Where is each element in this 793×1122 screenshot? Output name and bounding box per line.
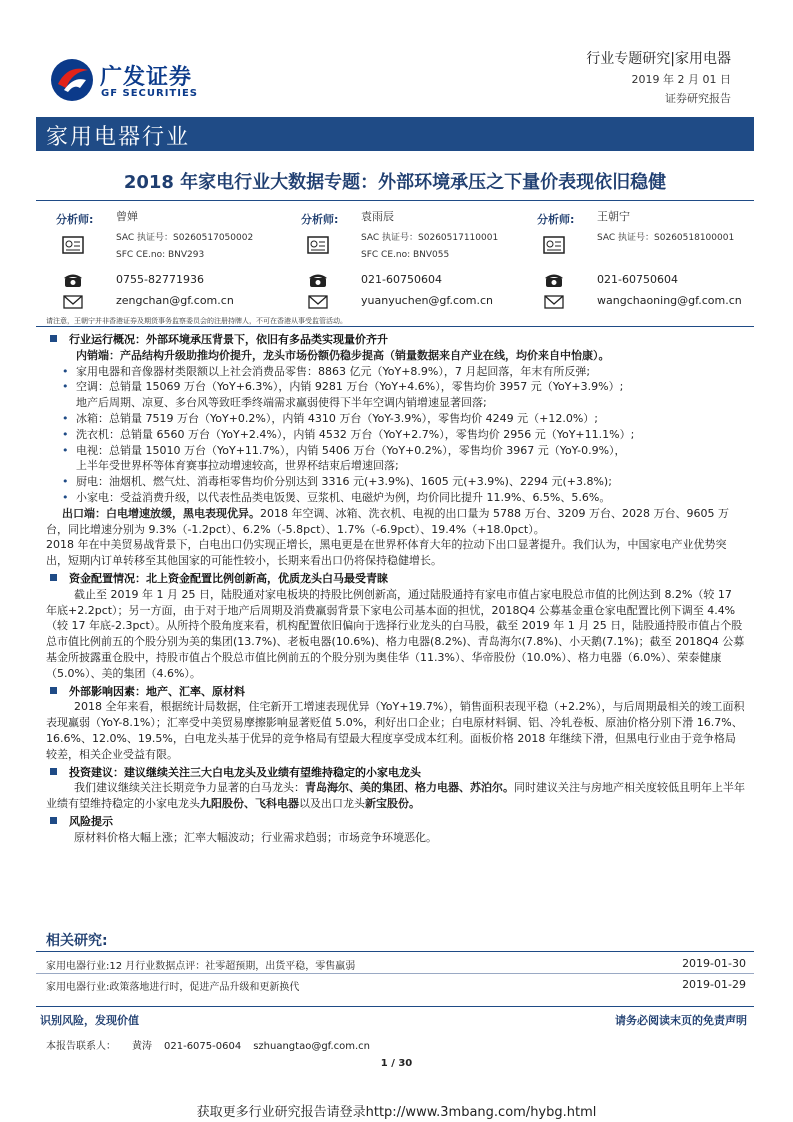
divider <box>36 200 754 201</box>
paragraph: 截止至 2019 年 1 月 25 日，陆股通对家电板块的持股比例创新高，通过陆股通持有家电市值占家电股总市值的比例达到 8.2%（较 17 年底+2.2pct）；另一方面，由于对于地产后周期及消费羸弱背景下家电公司基本面的担忧，2018Q4 公募基金重仓家电配置比例下调至 4.4%（较 17 年底-2.3pct）。从所持个股角度来看，机构配置依旧偏向于选择行业龙头的白马股，截至 2019 年 1 月 25 日，陆股通持股市值占个股总市值比例前五的个股分别为美的集团(13.7%)、老板电器(10.6%)、格力电器(8.2%)、青岛海尔(7.8%)、小天鹅(7.1%)；截至 2018Q4 公募基金所披露重仓股中，持股市值占个股总市值比例前五的个股分别为奥佳华（11.3%）、华帝股份（10.0%）、格力电器（6.0%）、荣泰健康（5.0%）、美的集团（4.6%）。 <box>46 587 745 680</box>
download-link[interactable]: 获取更多行业研究报告请登录http://www.3mbang.com/hybg.html <box>196 1105 597 1120</box>
logo-text: 广发证券 <box>100 65 193 90</box>
section-bullet-icon <box>50 574 57 581</box>
list-item: • 空调：总销量 15069 万台（YoY+6.3%），内销 9281 万台（YoY+4.6%），零售均价 3957 元（YoY+3.9%）; <box>62 380 624 394</box>
section-bullet-icon <box>50 335 57 342</box>
bullet-icon: • <box>62 380 69 394</box>
analyst-sfc: SFC CE.no: BNV055 <box>361 250 450 260</box>
analyst-sac: SAC 执证号：S0260517050002 <box>116 233 254 243</box>
related-item[interactable] <box>46 957 746 972</box>
analyst-phone: 021-60750604 <box>361 273 442 286</box>
contact-email[interactable]: szhuangtao@gf.com.cn <box>253 1041 371 1052</box>
analyst-email[interactable]: yuanyuchen@gf.com.cn <box>361 294 493 307</box>
section-bullet-icon <box>50 768 57 775</box>
footer-disclaimer: 请务必阅读末页的免责声明 <box>615 1014 747 1027</box>
paragraph: 2018 年在中美贸易战背景下，白电出口仍实现正增长，黑电更是在世界杯体育大年的拉动下出口显著提升。我们认为，中国家电产业优势突出，短期内订单转移至其他国家的可能性较小，长期来看出口仍将保持稳健增长。 <box>46 538 727 568</box>
logo-text-en: GF SECURITIES <box>101 88 199 99</box>
report-body <box>46 332 746 846</box>
mail-icon <box>543 293 565 311</box>
analyst-name: 袁雨辰 <box>361 210 394 223</box>
industry-title: 家用电器行业 <box>46 125 191 150</box>
bullet-icon: • <box>62 427 69 441</box>
phone-icon <box>543 271 565 289</box>
related-item-title[interactable]: 家用电器行业:政策落地进行时，促进产品升级和更新换代 <box>46 982 300 993</box>
bullet-icon: • <box>62 411 69 425</box>
phone-icon <box>62 271 84 289</box>
footer-slogan: 识别风险，发现价值 <box>40 1014 139 1027</box>
bullet-icon: • <box>62 364 69 378</box>
list-item: • 洗衣机：总销量 6560 万台（YoY+2.4%），内销 4532 万台（YoY+2.7%），零售均价 2956 元（YoY+11.1%）; <box>62 427 635 441</box>
list-item: • 家用电器和音像器材类限额以上社会消费品零售：8863 亿元（YoY+8.9%），7 月起回落，年末有所反弹; <box>62 364 591 378</box>
section-heading: 行业运行概况：外部环境承压背景下，依旧有多品类实现量价齐升 <box>46 332 746 348</box>
related-item[interactable] <box>46 978 746 993</box>
report-type: 行业专题研究|家用电器 <box>586 51 731 67</box>
bullet-icon: • <box>62 490 69 504</box>
mail-icon <box>307 293 329 311</box>
section-heading: 资金配置情况：北上资金配置比例创新高，优质龙头白马最受青睐 <box>46 571 746 587</box>
analyst-label: 分析师: <box>56 213 94 226</box>
paragraph: 出口端：白电增速放缓，黑电表现优异。2018 年空调、冰箱、洗衣机、电视的出口量为 5788 万台、3209 万台、2028 万台、9605 万台，同比增速分别为 9.3%（-1.2pct）、6.2%（-5.8pct）、1.7%（-6.9pct）、19.4%（+18.0pct）。 <box>46 506 729 536</box>
related-item-title[interactable]: 家用电器行业:12 月行业数据点评：社零超预期，出货平稳，零售羸弱 <box>46 961 356 972</box>
report-contact <box>46 1037 370 1052</box>
analyst-email[interactable]: wangchaoning@gf.com.cn <box>597 294 742 307</box>
related-item-date: 2019-01-29 <box>682 978 746 991</box>
bullet-icon: • <box>62 443 69 457</box>
section-heading: 投资建议：建议继续关注三大白电龙头及业绩有望维持稳定的小家电龙头 <box>46 765 746 781</box>
analyst-sac: SAC 执证号：S0260517110001 <box>361 233 499 243</box>
section-bullet-icon <box>50 817 57 824</box>
list-item: • 电视：总销量 15010 万台（YoY+11.7%），内销 5406 万台（YoY+0.2%），零售均价 3967 元（YoY-0.9%）， <box>62 443 626 457</box>
analyst-phone: 021-60750604 <box>597 273 678 286</box>
list-item-continuation: 地产后周期、凉夏、多台风等致旺季终端需求羸弱使得下半年空调内销增速显著回落; <box>76 396 487 410</box>
regulatory-notice: 请注意，王朝宁并非香港证券及期货事务监察委员会的注册持牌人，不可在香港从事受监管活动。 <box>46 317 347 325</box>
analyst-sfc: SFC CE.no: BNV293 <box>116 250 205 260</box>
analyst-block-1 <box>56 208 138 227</box>
list-item: • 厨电：油烟机、燃气灶、消毒柜零售均价分别达到 3316 元(+3.9%)、1605 元(+3.9%)、2294 元(+3.8%); <box>62 475 612 489</box>
gf-logo-mark-icon <box>50 58 94 102</box>
paragraph: 内销端：产品结构升级助推均价提升，龙头市场份额仍稳步提高（销量数据来自产业在线，均价来自中怡康）。 <box>76 348 610 362</box>
analyst-label: 分析师: <box>301 213 339 226</box>
list-item: • 冰箱：总销量 7519 万台（YoY+0.2%），内销 4310 万台（YoY-3.9%），零售均价 4249 元（+12.0%）; <box>62 411 599 425</box>
list-item: • 小家电：受益消费升级，以代表性品类电饭煲、豆浆机、电磁炉为例，均价同比提升 11.9%、6.5%、5.6%。 <box>62 490 611 504</box>
contact-phone: 021-6075-0604 <box>164 1041 242 1052</box>
report-date: 2019 年 2 月 01 日 <box>631 73 731 86</box>
page-title: 2018 年家电行业大数据专题：外部环境承压之下量价表现依旧稳健 <box>123 172 667 193</box>
section-bullet-icon <box>50 687 57 694</box>
id-card-icon <box>307 236 329 254</box>
divider <box>36 1006 754 1007</box>
report-subtitle: 证券研究报告 <box>665 92 731 105</box>
related-item-date: 2019-01-30 <box>682 957 746 970</box>
id-card-icon <box>62 236 84 254</box>
section-heading: 外部影响因素：地产、汇率、原材料 <box>46 684 746 700</box>
analyst-sac: SAC 执证号：S0260518100001 <box>597 233 735 243</box>
analyst-block-3 <box>537 208 630 227</box>
divider <box>36 326 754 327</box>
id-card-icon <box>543 236 565 254</box>
analyst-name: 王朝宁 <box>597 210 630 223</box>
mail-icon <box>62 293 84 311</box>
analyst-block-2 <box>301 208 394 227</box>
analyst-email[interactable]: zengchan@gf.com.cn <box>116 294 234 307</box>
analyst-label: 分析师: <box>537 213 575 226</box>
paragraph: 原材料价格大幅上涨；汇率大幅波动；行业需求趋弱；市场竞争环境恶化。 <box>74 830 437 844</box>
page-number: 1 / 30 <box>380 1058 413 1069</box>
analyst-phone: 0755-82771936 <box>116 273 204 286</box>
paragraph: 我们建议继续关注长期竞争力显著的白马龙头：青岛海尔、美的集团、格力电器、苏泊尔。同时建议关注与房地产相关度较低且明年上半年业绩有望维持稳定的小家电龙头九阳股份、飞科电器以及出口龙头新宝股份。 <box>46 781 745 811</box>
contact-name: 黄涛 <box>132 1041 152 1052</box>
section-heading: 风险提示 <box>46 814 746 830</box>
divider <box>36 951 754 952</box>
contact-label: 本报告联系人： <box>46 1041 116 1052</box>
analyst-name: 曾婵 <box>116 210 138 223</box>
related-research-title: 相关研究: <box>46 933 108 949</box>
divider <box>36 973 754 974</box>
paragraph: 2018 全年来看，根据统计局数据，住宅新开工增速表现优异（YoY+19.7%），销售面积表现平稳（+2.2%），与后周期最相关的竣工面积表现羸弱（YoY-8.1%）；汇率受中美贸易摩擦影响显著贬值 5.0%，利好出口企业；白电原材料铜、铝、冷轧卷板、原油价格分别下滑 16.7%、16.6%、12.0%、19.5%，白电龙头基于优异的竞争格局有望最大程度享受成本红利。面板价格 2018 年继续下滑，但黑电行业由于竞争格局较差，相关企业受益有限。 <box>46 700 745 761</box>
list-item-continuation: 上半年受世界杯等体育赛事拉动增速较高，世界杯结束后增速回落; <box>76 459 399 473</box>
phone-icon <box>307 271 329 289</box>
bullet-icon: • <box>62 475 69 489</box>
